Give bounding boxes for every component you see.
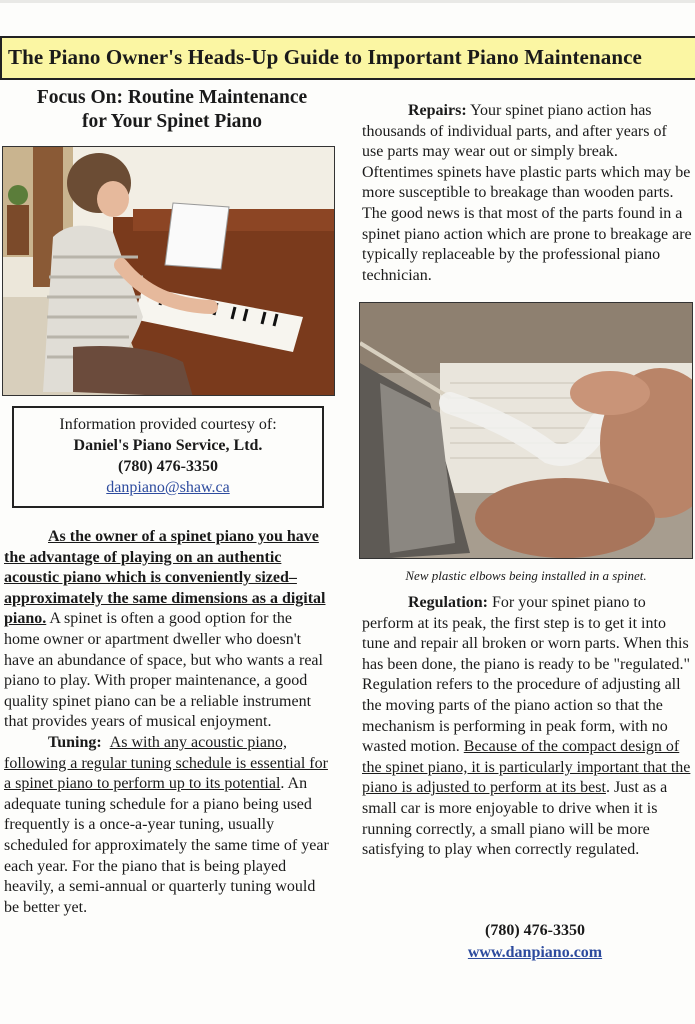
elbow-photo-caption: New plastic elbows being installed in a spinet. xyxy=(405,568,647,583)
tuning-underlined: As with any acoustic piano, following a regular tuning schedule is essential for a spinet piano to perform up to its potential xyxy=(4,733,328,793)
repairs-text: Your spinet piano action has thousands of individual parts, and after years of use parts may wear out or simply break. Oftentimes spinets have plastic parts which may be more susceptible to breakage than wooden parts. The good news is that most of the parts found in a spinet piano action which are prone to breakage are typically replaceable by the professional piano technician. xyxy=(362,102,692,284)
woman-playing-spinet-piano-photo xyxy=(3,147,335,396)
company-phone: (780) 476-3350 xyxy=(118,458,218,475)
courtesy-label: Information provided courtesy of: xyxy=(59,416,277,433)
regulation-heading: Regulation: xyxy=(408,594,488,611)
banner-title: The Piano Owner's Heads-Up Guide to Important Piano Maintenance xyxy=(8,45,642,69)
regulation-text-2: . Just as a small car is more enjoyable to drive when it is running correctly, a small piano will be more satisfying to play when correctly regulated. xyxy=(362,779,668,859)
intro-underlined: As the owner of a spinet piano you have the advantage of playing on an authentic acoustic piano which is conveniently sized–approximately the same dimensions as a digital piano. xyxy=(4,528,326,628)
company-email-link[interactable]: danpiano@shaw.ca xyxy=(106,479,230,496)
left-article-body xyxy=(4,527,329,918)
focus-heading xyxy=(0,86,340,134)
regulation-text-1: For your spinet piano to perform at its peak, the first step is to get it into tune and repair all broken or worn parts. When this has been done, the piano is ready to be "regulated." Regulation refers to the procedure of adjusting all the moving parts of the piano action so that the mechanism is performing in peak form, with no wasted motion. xyxy=(362,594,691,756)
regulation-underlined: Because of the compact design of the spinet piano, it is particularly important that the piano is adjusted to perform at its best xyxy=(362,738,691,797)
page-top-edge xyxy=(0,0,695,3)
piano-photo xyxy=(2,146,335,396)
repairs-paragraph xyxy=(362,101,692,286)
intro-text: A spinet is often a good option for the home owner or apartment dweller who doesn't have an abundance of space, but who wants a real piano to play. With proper maintenance, a good quality spinet piano can be a reliable instrument that provides years of musical enjoyment. xyxy=(4,610,323,731)
company-name: Daniel's Piano Service, Ltd. xyxy=(73,437,263,454)
tuning-paragraph xyxy=(4,733,329,918)
tuning-text: . An adequate tuning schedule for a piano being used frequently is a once-a-year tuning, usually scheduled for approximately the same time of year each year. For the piano that is being played heavily, a semi-annual or quarterly tuning would be better yet. xyxy=(4,775,329,916)
focus-title-line1: Focus On: Routine Maintenance xyxy=(36,87,308,108)
contact-footer xyxy=(362,920,695,964)
regulation-paragraph xyxy=(362,593,692,861)
footer-website-link[interactable]: www.danpiano.com xyxy=(467,944,603,961)
repairs-heading: Repairs: xyxy=(408,102,467,119)
footer-phone: (780) 476-3350 xyxy=(485,922,585,939)
focus-title-line2: for Your Spinet Piano xyxy=(81,111,263,132)
courtesy-info-box xyxy=(12,406,324,508)
newsletter-banner xyxy=(0,36,695,80)
elbow-photo xyxy=(359,302,693,559)
intro-paragraph xyxy=(4,527,329,733)
tuning-heading: Tuning: xyxy=(48,733,102,751)
plastic-elbow-pliers-photo xyxy=(360,303,693,559)
